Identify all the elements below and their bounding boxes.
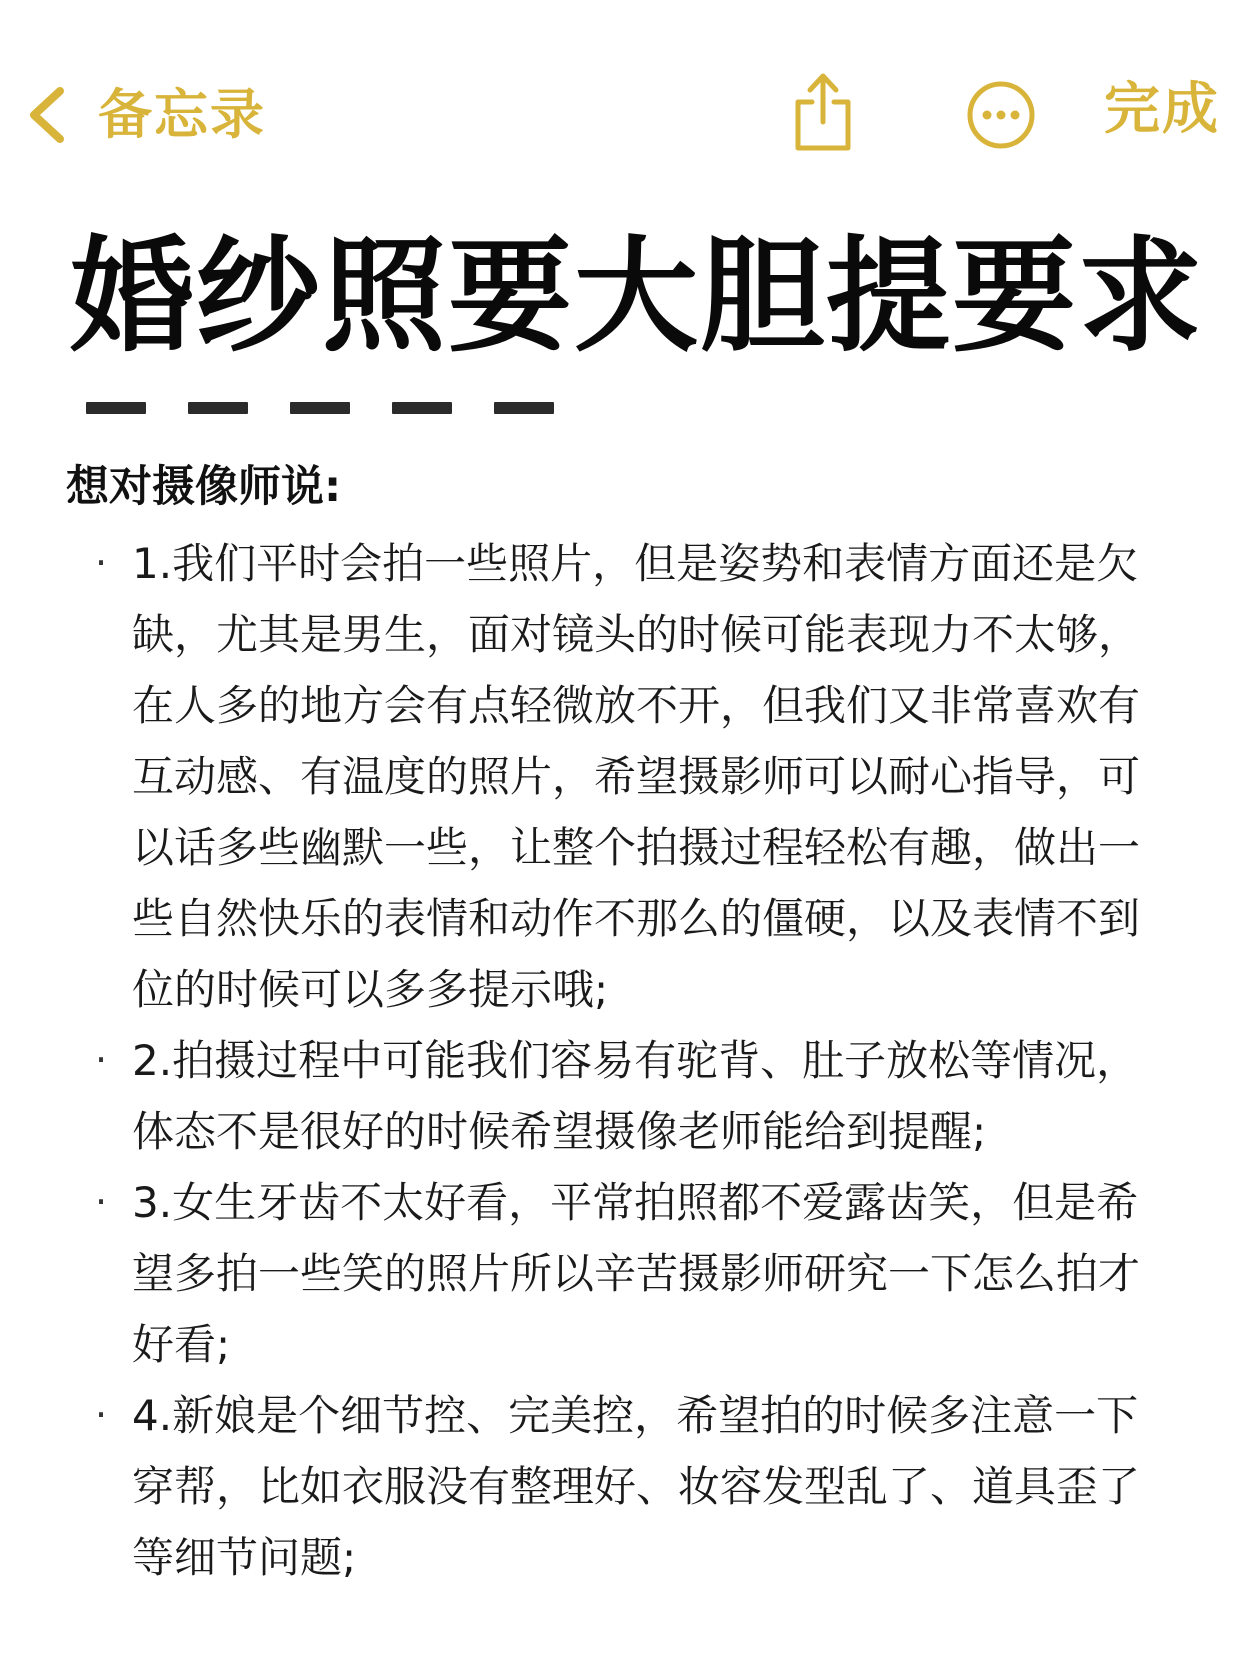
list-item [86, 1025, 1176, 1167]
back-label: 备忘录 [98, 83, 266, 146]
list-item-text: 1.我们平时会拍一些照片，但是姿势和表情方面还是欠缺，尤其是男生，面对镜头的时候可能表现力不太够，在人多的地方会有点轻微放不开，但我们又非常喜欢有互动感、有温度的照片，希望摄影师可以耐心指导，可以话多些幽默一些，让整个拍摄过程轻松有趣，做出一些自然快乐的表情和动作不那么的僵硬，以及表情不到位的时候可以多多提示哦; [132, 539, 1141, 1014]
divider-dash [188, 402, 248, 414]
ellipsis-circle-icon[interactable] [966, 80, 1036, 150]
list-item-text: 3.女生牙齿不太好看，平常拍照都不爱露齿笑，但是希望多拍一些笑的照片所以辛苦摄影师研究一下怎么拍才好看; [132, 1178, 1141, 1369]
note-list [86, 528, 1176, 1593]
note-title: 婚纱照要大胆提要求 [70, 225, 1205, 369]
bullet-icon: · [94, 541, 108, 585]
divider-dash [86, 402, 146, 414]
done-button[interactable]: 完成 [1104, 77, 1220, 142]
list-item [86, 1380, 1176, 1593]
title-divider [86, 402, 554, 414]
list-item-text: 4.新娘是个细节控、完美控，希望拍的时候多注意一下穿帮，比如衣服没有整理好、妆容发型乱了、道具歪了等细节问题; [132, 1391, 1141, 1582]
bullet-icon: · [94, 1180, 108, 1224]
divider-dash [494, 402, 554, 414]
share-icon[interactable] [790, 70, 856, 154]
navigation-bar [0, 0, 1242, 230]
section-heading: 想对摄像师说: [66, 462, 342, 512]
back-button[interactable] [26, 70, 266, 160]
chevron-left-icon [26, 85, 66, 145]
bullet-icon: · [94, 1038, 108, 1082]
list-item [86, 1167, 1176, 1380]
divider-dash [392, 402, 452, 414]
list-item-text: 2.拍摄过程中可能我们容易有驼背、肚子放松等情况，体态不是很好的时候希望摄像老师能给到提醒; [132, 1036, 1139, 1156]
divider-dash [290, 402, 350, 414]
bullet-icon: · [94, 1393, 108, 1437]
list-item [86, 528, 1176, 1025]
